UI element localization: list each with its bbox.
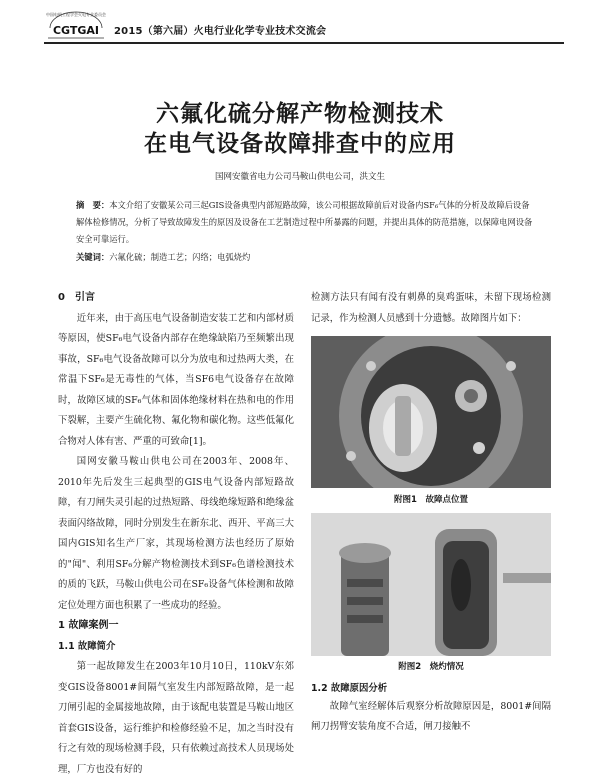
analysis-block [311,697,551,737]
conference-name: 2015（第六届）火电行业化学专业技术交流会 [114,26,327,37]
logo-text: CGTGAI [52,24,100,37]
conference-logo [44,8,108,42]
page-header [0,0,600,46]
header-divider [44,42,564,44]
affiliation: 国网安徽省电力公司马鞍山供电公司，洪文生 [214,172,385,182]
figure-1-photo [311,336,551,488]
subsection-1-1-heading: 1.1 故障简介 [58,640,116,652]
keywords-text: 六氟化硫；制造工艺；闪络；电弧烧灼 [109,252,251,262]
intro-paragraph-1: 近年来，由于高压电气设备制造安装工艺和内部材质等原因，使SF₆电气设备内部存在绝缘缺陷乃至频繁出现事故，SF₆电气设备故障可以分为放电和过热两大类，在常温下SF₆是无毒性的气体，当SF6电气设备存在故障时，故障区域的SF₆气体和固体绝缘材料在热和电的作用下裂解，主要产生硫化物、氟化物和碳化物。这些低氟化合物对人体有害、严重的可致命[1]。 [58,312,294,447]
subsection-1-2-heading: 1.2 故障原因分析 [311,683,388,694]
abstract [76,197,536,247]
left-column [58,288,294,780]
intro-paragraph-2: 国网安徽马鞍山供电公司在2003年、2008年、2010年先后发生三起典型的GIS电气设备内部短路故障，有刀闸失灵引起的过热短路、母线绝缘短路和绝缘盆表面闪络故障，同时分别发生在新东北、西开、平高三大国内GIS知名生产厂家，其现场检测方法也经历了原始的"闻"、利用SF₆分解产物检测技术到SF₆色谱检测技术的质的飞跃，马鞍山供电公司在SF₆设备气体检测和故障定位处理方面也积累了一些成功的经验。 [58,456,294,611]
section-1-heading: 1 故障案例一 [58,620,119,631]
section-0-heading: 0 引言 [58,292,95,303]
paper-title-line1: 六氟化硫分解产物检测技术 [156,101,444,127]
keywords [76,251,536,263]
continued-paragraph: 检测方法只有闻有没有刺鼻的臭鸡蛋味，未留下现场检测记录，作为检测人员感到十分遗憾。故障图片如下： [311,292,551,324]
keywords-label: 关键词： [76,252,110,262]
analysis-paragraph: 故障气室经解体后观察分析故障原因是，8001#间隔闸刀拐臂安装角度不合适，闸刀接触不 [311,701,551,732]
logo-arc-text: 中国电机工程学会火电专业委员会 [46,12,106,17]
case-paragraph-1: 第一起故障发生在2003年10月10日，110kV东郊变GIS设备8001#间隔气室发生内部短路故障，是一起刀闸引起的金属接地故障，由于该配电装置是马鞍山地区首套GIS设备，运行维护和检修经验不足，加之当时没有行之有效的现场检测手段，只有依赖过高技术人员现场处理，厂方也没有好的 [58,661,294,775]
abstract-text: 本文介绍了安徽某公司三起GIS设备典型内部短路故障，该公司根据故障前后对设备内SF₆气体的分析及故障后设备解体检修情况，分析了导致故障发生的原因及设备在工艺制造过程中所暴露的问题，并提出具体的防范措施，以保障电网设备安全可靠运行。 [76,200,533,244]
paper-title-line2: 在电气设备故障排查中的应用 [144,131,456,157]
right-column [311,288,551,329]
figure-2-caption: 附图2 烧灼情况 [398,662,464,672]
figure-2-photo [311,513,551,656]
figure-1-caption: 附图1 故障点位置 [394,495,468,505]
abstract-label: 摘 要： [76,200,110,210]
